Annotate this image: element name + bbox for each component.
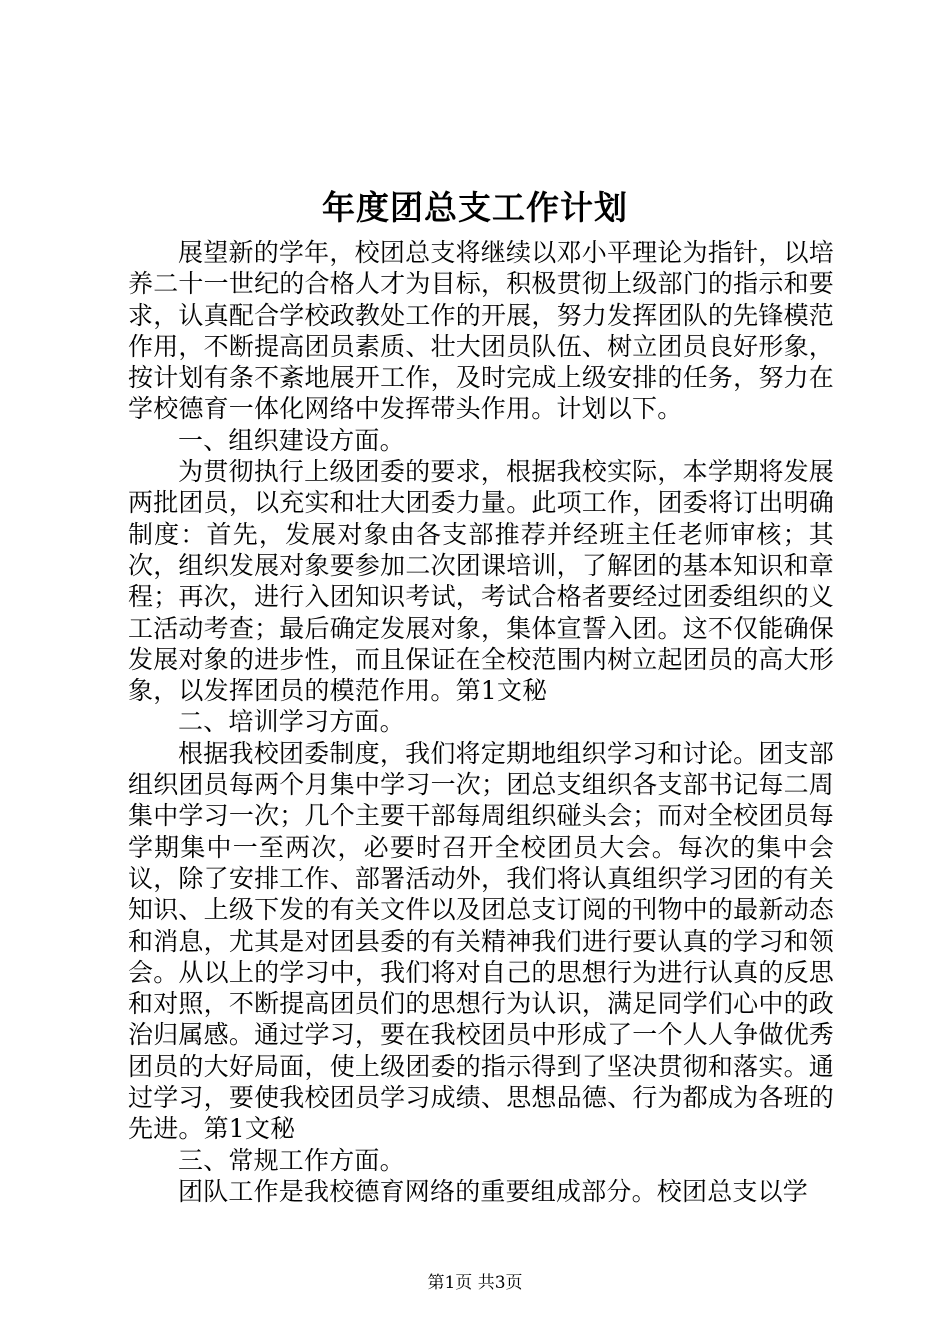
section-heading-training: 二、培训学习方面。 <box>178 707 405 737</box>
document-title: 年度团总支工作计划 <box>322 188 628 227</box>
document-body <box>128 237 834 1207</box>
section-heading-routine: 三、常规工作方面。 <box>178 1145 405 1175</box>
intro-paragraph: 展望新的学年，校团总支将继续以邓小平理论为指针，以培养二十一世纪的合格人才为目标，积极贯彻上级部门的指示和要求，认真配合学校政教处工作的开展，努力发挥团队的先锋模范作用，不断提高团员素质、壮大团员队伍、树立团员良好形象，按计划有条不紊地展开工作，及时完成上级安排的任务，努力在学校德育一体化网络中发挥带头作用。计划以下。 <box>128 238 834 424</box>
training-paragraph: 根据我校团委制度，我们将定期地组织学习和讨论。团支部组织团员每两个月集中学习一次；团总支组织各支部书记每二周集中学习一次；几个主要干部每周组织碰头会；而对全校团员每学期集中一至两次，必要时召开全校团员大会。每次的集中会议，除了安排工作、部署活动外，我们将认真组织学习团的有关知识、上级下发的有关文件以及团总支订阅的刊物中的最新动态和消息，尤其是对团县委的有关精神我们进行要认真的学习和领会。从以上的学习中，我们将对自己的思想行为进行认真的反思和对照，不断提高团员们的思想行为认识，满足同学们心中的政治归属感。通过学习，要在我校团员中形成了一个人人争做优秀团员的大好局面，使上级团委的指示得到了坚决贯彻和落实。通过学习，要使我校团员学习成绩、思想品德、行为都成为各班的先进。第1文秘 <box>128 738 834 1144</box>
routine-paragraph: 团队工作是我校德育网络的重要组成部分。校团总支以学 <box>178 1176 809 1206</box>
page-number-footer: 第1页 共3页 <box>427 1273 523 1293</box>
section-heading-organization: 一、组织建设方面。 <box>178 425 405 455</box>
organization-paragraph: 为贯彻执行上级团委的要求，根据我校实际，本学期将发展两批团员，以充实和壮大团委力量。此项工作，团委将订出明确制度：首先，发展对象由各支部推荐并经班主任老师审核；其次，组织发展对象要参加二次团课培训，了解团的基本知识和章程；再次，进行入团知识考试，考试合格者要经过团委组织的义工活动考查；最后确定发展对象，集体宣誓入团。这不仅能确保发展对象的进步性，而且保证在全校范围内树立起团员的高大形象，以发挥团员的模范作用。第1文秘 <box>128 457 834 706</box>
